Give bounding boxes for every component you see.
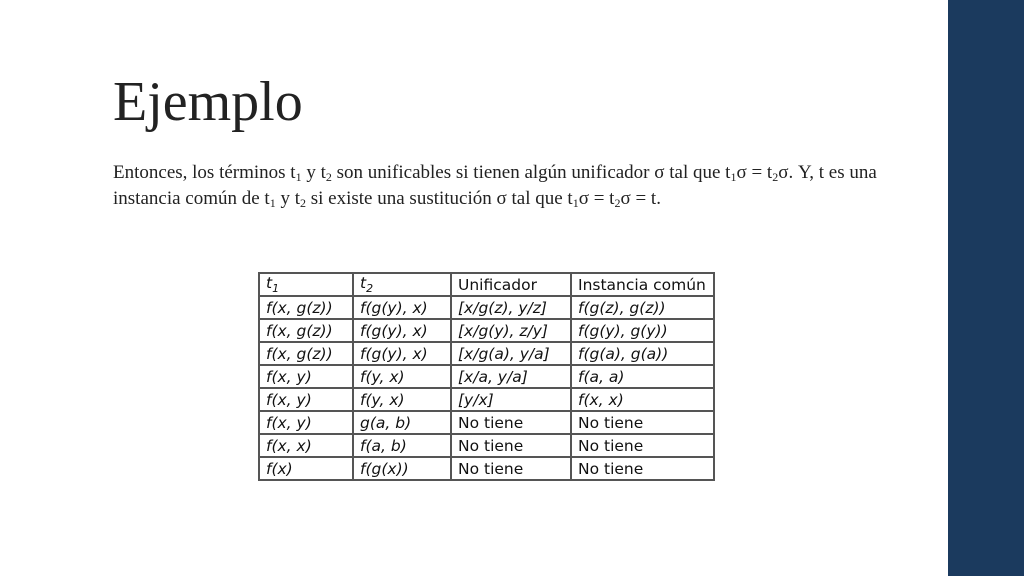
paragraph-segment: 2: [325, 170, 332, 184]
paragraph-segment: Entonces, los términos t: [113, 162, 296, 183]
paragraph-segment: 1: [730, 170, 737, 184]
cell-t1: f(x, y): [259, 365, 353, 388]
side-accent-bar: [948, 0, 1024, 576]
paragraph-segment: y t: [275, 188, 300, 209]
cell-t2: f(g(y), x): [353, 296, 451, 319]
cell-t2: f(a, b): [353, 434, 451, 457]
cell-unificador: [x/g(y), z/y]: [451, 319, 571, 342]
cell-t1: f(x, g(z)): [259, 296, 353, 319]
header-t1: $t_1$: [259, 273, 353, 296]
table-row: [259, 434, 714, 457]
cell-instancia: f(a, a): [571, 365, 714, 388]
cell-t2: f(g(y), x): [353, 319, 451, 342]
cell-t1: f(x, x): [259, 434, 353, 457]
cell-t1: f(x, g(z)): [259, 342, 353, 365]
cell-instancia: f(g(z), g(z)): [571, 296, 714, 319]
slide-title: Ejemplo: [113, 71, 303, 133]
cell-unificador: No tiene: [451, 411, 571, 434]
cell-unificador: [y/x]: [451, 388, 571, 411]
cell-t2: f(y, x): [353, 365, 451, 388]
cell-instancia: No tiene: [571, 434, 714, 457]
header-unificador: Unificador: [451, 273, 571, 296]
paragraph-segment: 2: [772, 170, 779, 184]
unification-table: [258, 272, 715, 481]
cell-instancia: f(g(a), g(a)): [571, 342, 714, 365]
cell-t2: f(y, x): [353, 388, 451, 411]
cell-t1: f(x): [259, 457, 353, 480]
paragraph-segment: 1: [269, 196, 276, 210]
cell-instancia: No tiene: [571, 411, 714, 434]
paragraph-segment: σ. Y, t es una instancia común de t: [113, 162, 877, 209]
cell-t2: f(g(x)): [353, 457, 451, 480]
cell-instancia: f(x, x): [571, 388, 714, 411]
paragraph-segment: 1: [295, 170, 302, 184]
cell-unificador: [x/g(a), y/a]: [451, 342, 571, 365]
table-row: [259, 342, 714, 365]
table-row: [259, 365, 714, 388]
table-row: [259, 411, 714, 434]
cell-instancia: No tiene: [571, 457, 714, 480]
table-row: [259, 296, 714, 319]
paragraph-segment: σ = t: [736, 162, 773, 183]
cell-unificador: No tiene: [451, 457, 571, 480]
paragraph-segment: 1: [572, 196, 579, 210]
paragraph-segment: σ = t.: [620, 188, 661, 209]
paragraph-segment: si existe una sustitución σ tal que t: [306, 188, 573, 209]
cell-unificador: No tiene: [451, 434, 571, 457]
paragraph-segment: y t: [301, 162, 326, 183]
table-row: [259, 319, 714, 342]
table-row: [259, 388, 714, 411]
cell-t2: f(g(y), x): [353, 342, 451, 365]
cell-t1: f(x, y): [259, 388, 353, 411]
header-instancia: Instancia común: [571, 273, 714, 296]
cell-t2: g(a, b): [353, 411, 451, 434]
cell-t1: f(x, y): [259, 411, 353, 434]
cell-instancia: f(g(y), g(y)): [571, 319, 714, 342]
table-header-row: [259, 273, 714, 296]
header-t2: $t_2$: [353, 273, 451, 296]
table-row: [259, 457, 714, 480]
slide-paragraph: [113, 160, 903, 212]
cell-t1: f(x, g(z)): [259, 319, 353, 342]
paragraph-segment: son unificables si tienen algún unificador σ tal que t: [331, 162, 731, 183]
paragraph-segment: σ = t: [578, 188, 615, 209]
paragraph-segment: 2: [614, 196, 621, 210]
paragraph-segment: 2: [300, 196, 306, 210]
cell-unificador: [x/a, y/a]: [451, 365, 571, 388]
cell-unificador: [x/g(z), y/z]: [451, 296, 571, 319]
